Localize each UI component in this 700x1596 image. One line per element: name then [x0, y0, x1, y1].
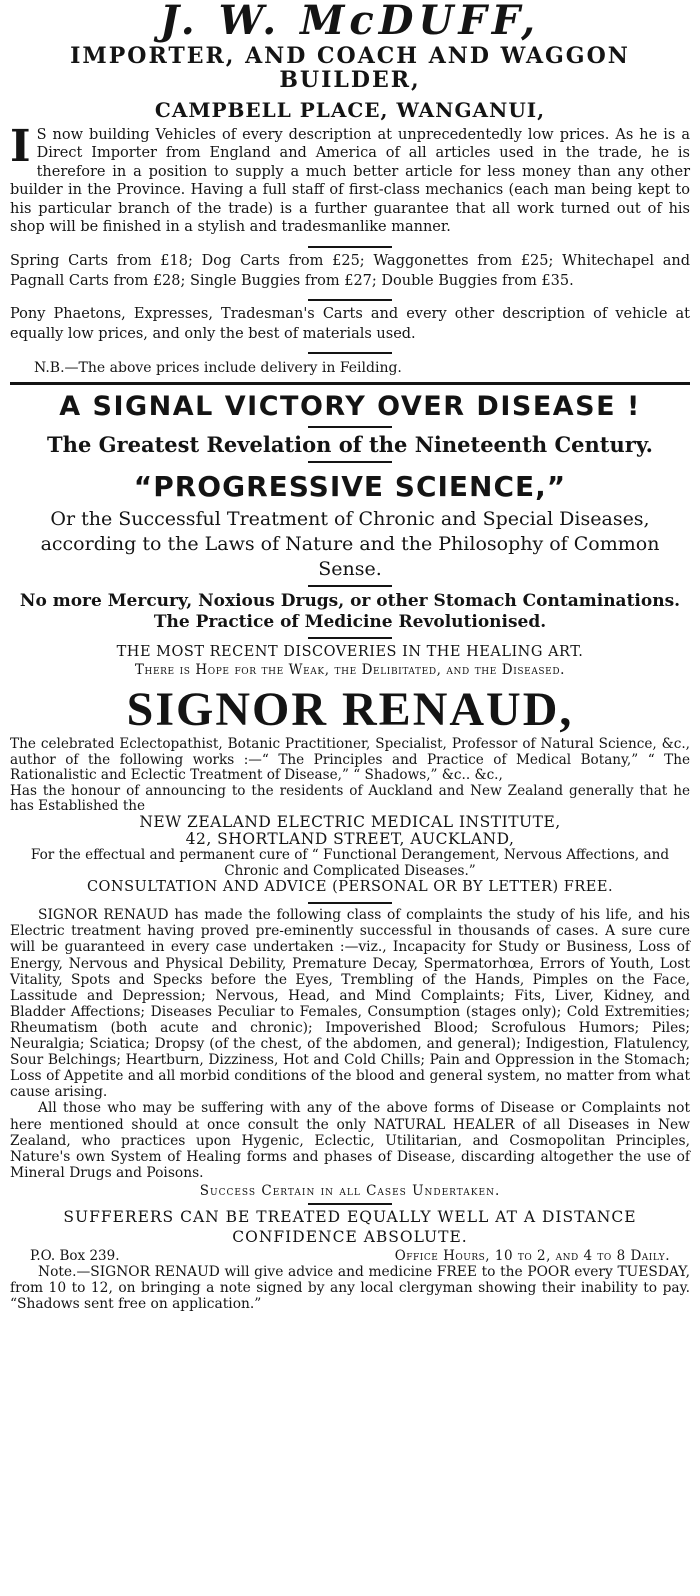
mcduff-trade: IMPORTER, AND COACH AND WAGGON BUILDER, — [70, 43, 630, 93]
divider — [308, 426, 392, 428]
contact-line — [30, 1248, 670, 1264]
sufferers-line: SUFFERERS CAN BE TREATED EQUALLY WELL AT A DISTANCE — [63, 1207, 637, 1226]
no-more-line-1: No more Mercury, Noxious Drugs, or other Stomach Contaminations. — [19, 591, 681, 612]
no-more-line-2: The Practice of Medicine Revolutionised. — [153, 612, 547, 633]
renaud-name: SIGNOR RENAUD, — [126, 683, 574, 737]
renaud-announcement: Has the honour of announcing to the residents of Auckland and New Zealand generally that he has Established the — [10, 782, 690, 815]
discoveries: THE MOST RECENT DISCOVERIES IN THE HEALING ART. — [116, 644, 584, 661]
poor-note: Note.—SIGNOR RENAUD will give advice and medicine FREE to the POOR every TUESDAY, from 10 to 12, on bringing a note signed by any local clergyman showing their inability to pay. “Shadows sent free on application.” — [10, 1263, 690, 1313]
progressive-science-title: “PROGRESSIVE SCIENCE,” — [133, 470, 567, 504]
headline: A SIGNAL VICTORY OVER DISEASE ! — [59, 391, 641, 423]
divider — [308, 461, 392, 463]
success-line: Success Certain in all Cases Undertaken. — [199, 1182, 501, 1199]
mcduff-other-vehicles: Pony Phaetons, Expresses, Tradesman's Carts and every other description of vehicle at equally low prices, and only the best of materials used. — [10, 306, 690, 342]
drop-cap: I — [10, 121, 31, 172]
divider — [308, 246, 392, 248]
natural-healer-paragraph: All those who may be suffering with any of the above forms of Disease or Complaints not here mentioned should at once consult the only NATURAL HEALER of all Diseases in New Zealand, who practices upon Hygenic, Eclectic, Utilitarian, and Cosmopolitan Principles, Nature's own System of Healing forms and phases of Disease, discarding altogether the use of Mineral Drugs and Poisons. — [10, 1100, 690, 1181]
divider — [308, 585, 392, 587]
institute-address: 42, SHORTLAND STREET, AUCKLAND, — [185, 830, 515, 849]
divider — [308, 299, 392, 301]
section-divider — [10, 382, 690, 385]
po-box: P.O. Box 239. — [30, 1247, 120, 1264]
mcduff-intro — [10, 121, 690, 236]
mcduff-intro-text: S now building Vehicles of every description at unprecedentedly low prices. As he is a Direct Importer from England and America of all articles used in the trade, he is therefore in a position to supply a much better article for less money than any other builder in the Province. Having a full staff of first-class mechanics (each man being kept to his particular branch of the trade) is a further guarantee that all work turned out of his shop will be finished in a stylish and tradesmanlike manner. — [10, 127, 690, 236]
office-hours: Office Hours, 10 to 2, and 4 to 8 Daily. — [394, 1247, 670, 1264]
mcduff-prices: Spring Carts from £18; Dog Carts from £25; Waggonettes from £25; Whitechapel and Pagnall Carts from £28; Single Buggies from £27; Double Buggies from £35. — [10, 253, 690, 289]
renaud-credentials: The celebrated Eclectopathist, Botanic Practitioner, Specialist, Professor of Natural Science, &c., author of the following works :—“ The Principles and Practice of Medical Botany,” “ The Rationalistic and Eclectic Treatment of Disease,” “ Shadows,” &c.. &c., — [10, 736, 690, 784]
institute-name: NEW ZEALAND ELECTRIC MEDICAL INSTITUTE, — [139, 813, 561, 832]
mcduff-name: J. W. McDUFF, — [159, 0, 541, 44]
mcduff-delivery-note: N.B.—The above prices include delivery in Feilding. — [34, 360, 402, 377]
subheadline: The Greatest Revelation of the Nineteenth Century. — [47, 432, 653, 458]
consultation-free: CONSULTATION AND ADVICE (PERSONAL OR BY LETTER) FREE. — [86, 879, 614, 896]
divider — [308, 1203, 392, 1205]
confidence-line: CONFIDENCE ABSOLUTE. — [232, 1227, 468, 1246]
divider — [308, 637, 392, 639]
mcduff-advertisement — [10, 0, 690, 376]
renaud-advertisement — [10, 391, 690, 1312]
mcduff-address: CAMPBELL PLACE, WANGANUI, — [154, 98, 546, 122]
no-more-drugs — [10, 591, 690, 633]
title-subtitle: Or the Successful Treatment of Chronic and Special Diseases, according to the Laws of Nature and the Philosophy of Common Sense. — [40, 508, 660, 581]
divider — [308, 902, 392, 904]
complaints-paragraph: SIGNOR RENAUD has made the following class of complaints the study of his life, and his Electric treatment having proved pre-eminently successful in thousands of cases. A sure cure will be guaranteed in every case undertaken :—viz., Incapacity for Study or Business, Loss of Energy, Nervous and Physical Debility, Premature Decay, Spermatorhœa, Errors of Youth, Lost Vitality, Spots and Specks before the Eyes, Trembling of the Hands, Pimples on the Face, Lassitude and Depression; Nervous, Head, and Mind Complaints; Fits, Liver, Kidney, and Bladder Affections; Diseases Peculiar to Females, Consumption (stages only); Cold Extremities; Rheumatism (both acute and chronic); Impoverished Blood; Scrofulous Humors; Piles; Neuralgia; Sciatica; Dropsy (of the chest, of the abdomen, and general); Indigestion, Flatulency, Sour Belchings; Heartburn, Dizziness, Hot and Cold Chills; Pain and Oppression in the Stomach; Loss of Appetite and all morbid conditions of the blood and general system, no matter from what cause arising. — [10, 907, 690, 1101]
cure-purpose: For the effectual and permanent cure of “ Functional Derangement, Nervous Affections, and Chronic and Complicated Diseases.” — [30, 847, 670, 879]
divider — [308, 352, 392, 354]
hope-line: There is Hope for the Weak, the Delibitated, and the Diseased. — [134, 662, 566, 679]
